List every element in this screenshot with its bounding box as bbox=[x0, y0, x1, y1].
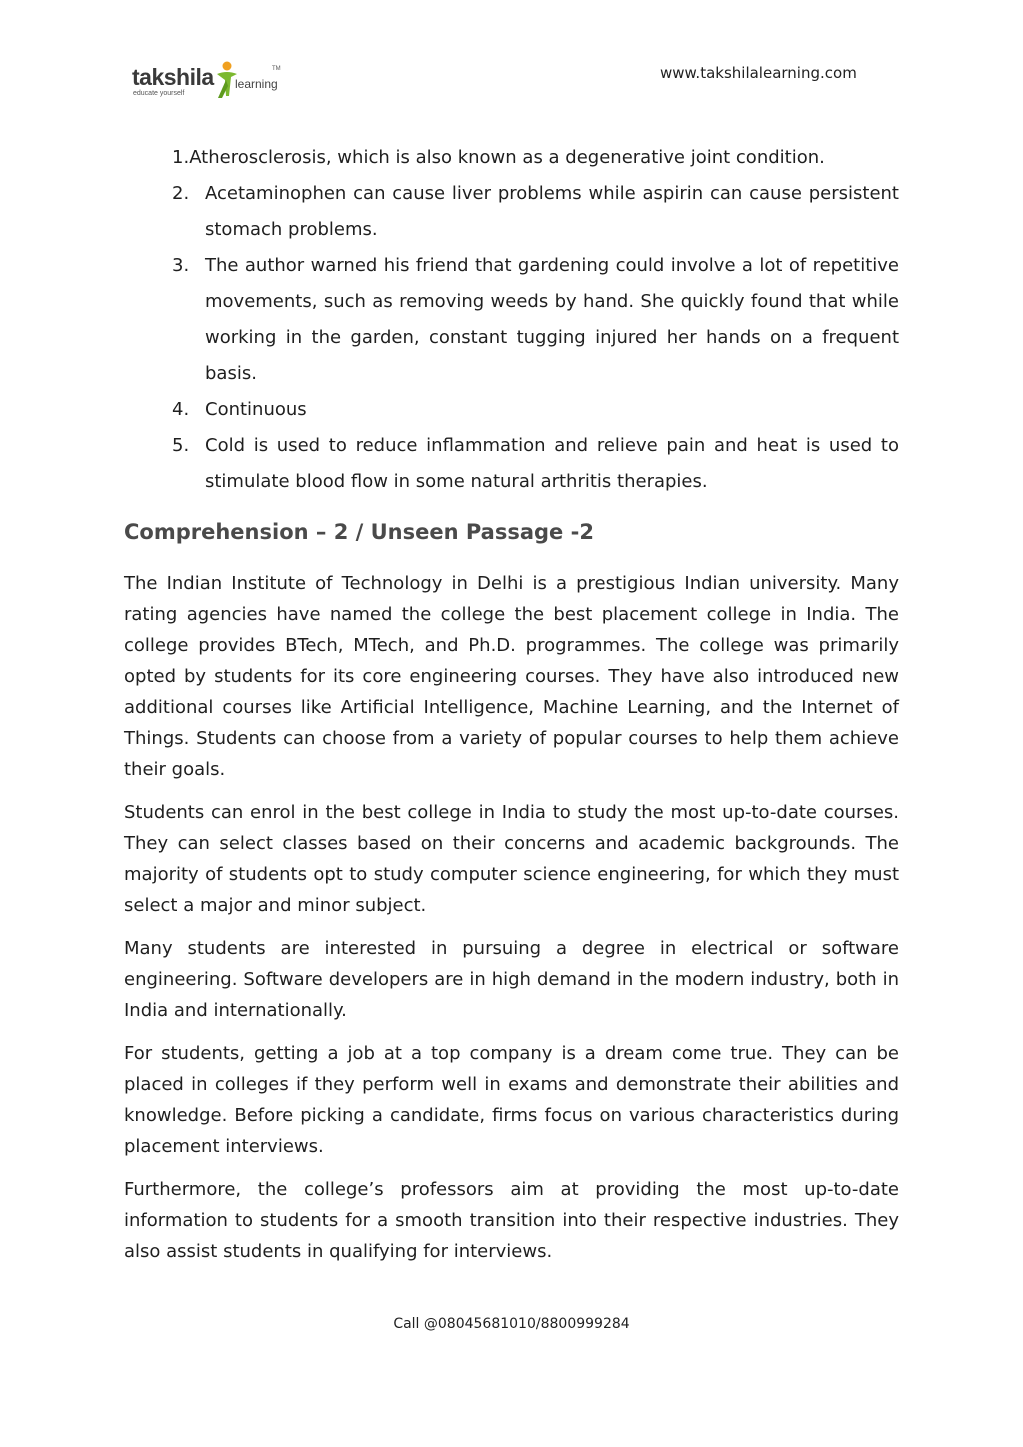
page-header bbox=[0, 0, 1023, 120]
list-text: Cold is used to reduce inflammation and relieve pain and heat is used to stimulate blood flow in some natural arthritis therapies. bbox=[205, 435, 899, 492]
list-item bbox=[172, 140, 899, 176]
takshila-logo[interactable] bbox=[132, 58, 282, 106]
passage-body bbox=[124, 568, 899, 1279]
list-text: The author warned his friend that gardening could involve a lot of repetitive movements, such as removing weeds by hand. She quickly found that while working in the garden, constant tugging injured her hands on a frequent basis. bbox=[205, 255, 899, 384]
website-link[interactable]: www.takshilalearning.com bbox=[660, 64, 857, 82]
logo-trademark: TM bbox=[272, 66, 281, 72]
logo-suffix: learning bbox=[235, 77, 278, 91]
list-number: 5. bbox=[172, 435, 190, 456]
list-text: Continuous bbox=[205, 399, 307, 420]
section-heading: Comprehension – 2 / Unseen Passage -2 bbox=[124, 520, 594, 544]
logo-wordmark: takshila bbox=[132, 64, 214, 90]
passage-paragraph: Many students are interested in pursuing a degree in electrical or software engineering. Software developers are in high demand in the modern industry, both in India and internationally. bbox=[124, 938, 899, 1021]
answer-list bbox=[172, 140, 899, 500]
list-item bbox=[172, 428, 899, 500]
list-item bbox=[172, 392, 899, 428]
list-text: Atherosclerosis, which is also known as a degenerative joint condition. bbox=[189, 147, 825, 168]
passage-paragraph: The Indian Institute of Technology in Delhi is a prestigious Indian university. Many rating agencies have named the college the best placement college in India. The college provides BTech, MTech, and Ph.D. programmes. The college was primarily opted by students for its core engineering courses. They have also introduced new additional courses like Artificial Intelligence, Machine Learning, and the Internet of Things. Students can choose from a variety of popular courses to help them achieve their goals. bbox=[124, 573, 899, 780]
passage-paragraph: For students, getting a job at a top company is a dream come true. They can be placed in colleges if they perform well in exams and demonstrate their abilities and knowledge. Before picking a candidate, firms focus on various characteristics during placement interviews. bbox=[124, 1043, 899, 1157]
list-text: Acetaminophen can cause liver problems while aspirin can cause persistent stomach problems. bbox=[205, 183, 899, 240]
footer-contact: Call @08045681010/8800999284 bbox=[393, 1316, 630, 1332]
passage-paragraph: Furthermore, the college’s professors aim at providing the most up-to-date information to students for a smooth transition into their respective industries. They also assist students in qualifying for interviews. bbox=[124, 1179, 899, 1262]
list-number: 4. bbox=[172, 399, 190, 420]
list-number: 1. bbox=[172, 147, 190, 168]
list-item bbox=[172, 248, 899, 392]
list-item bbox=[172, 176, 899, 248]
logo-tagline: educate yourself bbox=[133, 90, 185, 97]
list-number: 2. bbox=[172, 183, 190, 204]
list-number: 3. bbox=[172, 255, 190, 276]
passage-paragraph: Students can enrol in the best college in India to study the most up-to-date courses. They can select classes based on their concerns and academic backgrounds. The majority of students opt to study computer science engineering, for which they must select a major and minor subject. bbox=[124, 802, 899, 916]
